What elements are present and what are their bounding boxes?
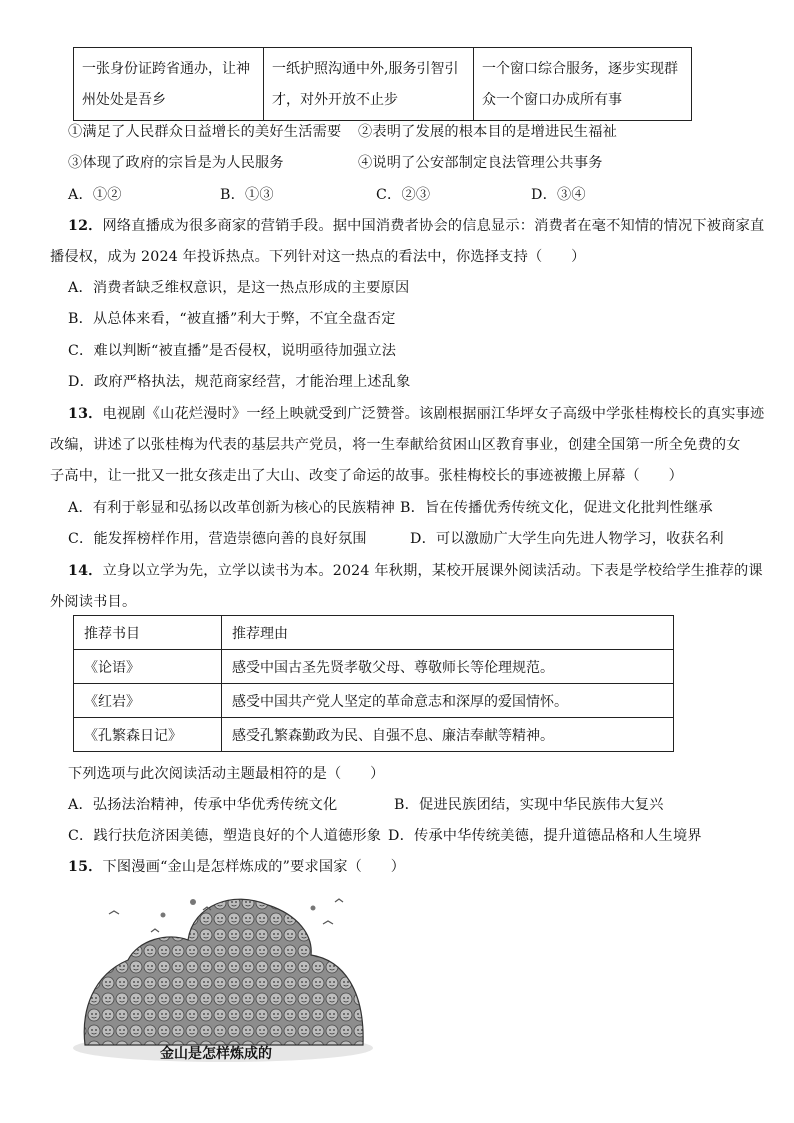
q14-stem-line3: 下列选项与此次阅读活动主题最相符的是（ ） bbox=[68, 766, 385, 782]
q11-option-c[interactable]: C．②③ bbox=[376, 187, 431, 203]
q13-number: 13． bbox=[68, 406, 103, 422]
q13-option-c[interactable]: C．能发挥榜样作用，营造崇德向善的良好氛围 bbox=[68, 531, 367, 547]
table-header-cell: 推荐理由 bbox=[222, 616, 674, 650]
table-header-row bbox=[74, 616, 674, 650]
q11-option-d[interactable]: D．③④ bbox=[531, 187, 586, 203]
table-cell-book: 《孔繁森日记》 bbox=[74, 718, 222, 752]
cartoon-caption: 金山是怎样炼成的 bbox=[160, 1046, 272, 1062]
q14-stem-line2: 外阅读书目。 bbox=[50, 594, 137, 610]
q11-statement-1: ①满足了人民群众日益增长的美好生活需要 bbox=[68, 124, 342, 140]
q14-option-c[interactable]: C．践行扶危济困美德，塑造良好的个人道德形象 bbox=[68, 828, 382, 844]
q13-stem-line1: 13．电视剧《山花烂漫时》一经上映就受到广泛赞誉。该剧根据丽江华坪女子高级中学张桂梅校长的真实事迹 bbox=[68, 406, 765, 422]
q12-number: 12． bbox=[68, 218, 103, 234]
table-cell-reason: 感受中国共产党人坚定的革命意志和深厚的爱国情怀。 bbox=[222, 684, 674, 718]
q14-option-b[interactable]: B．促进民族团结，实现中华民族伟大复兴 bbox=[394, 797, 664, 813]
q13-option-a[interactable]: A．有利于彰显和弘扬以改革创新为核心的民族精神 bbox=[68, 500, 395, 516]
q14-stem-line1: 14．立身以立学为先，立学以读书为本。2024 年秋期，某校开展课外阅读活动。下表是学校给学生推荐的课 bbox=[68, 563, 763, 579]
material-cell-1: 一张身份证跨省通办，让神 州处处是吾乡 bbox=[74, 48, 264, 121]
q13-stem-line3: 子高中，让一批又一批女孩走出了大山、改变了命运的故事。张桂梅校长的事迹被搬上屏幕（ ） bbox=[50, 468, 684, 484]
q11-material-table bbox=[73, 47, 692, 121]
table-cell-book: 《红岩》 bbox=[74, 684, 222, 718]
table-row bbox=[74, 650, 674, 684]
q13-stem-line2: 改编，讲述了以张桂梅为代表的基层共产党员，将一生奉献给贫困山区教育事业，创建全国第一所全免费的女 bbox=[50, 437, 741, 453]
q11-option-a[interactable]: A．①② bbox=[68, 187, 122, 203]
q12-stem-line1: 12．网络直播成为很多商家的营销手段。据中国消费者协会的信息显示：消费者在毫不知情的情况下被商家直 bbox=[68, 218, 765, 234]
table-row bbox=[74, 684, 674, 718]
q13-option-d[interactable]: D．可以激励广大学生向先进人物学习，收获名利 bbox=[410, 531, 724, 547]
q11-option-b[interactable]: B．①③ bbox=[220, 187, 274, 203]
material-cell-2: 一纸护照沟通中外,服务引智引 才，对外开放不止步 bbox=[264, 48, 474, 121]
q15-number: 15． bbox=[68, 859, 103, 875]
table-cell-reason: 感受中国古圣先贤孝敬父母、尊敬师长等伦理规范。 bbox=[222, 650, 674, 684]
q13-option-b[interactable]: B．旨在传播优秀传统文化，促进文化批判性继承 bbox=[400, 500, 713, 516]
q14-option-d[interactable]: D．传承中华传统美德，提升道德品格和人生境界 bbox=[388, 828, 702, 844]
q14-option-a[interactable]: A．弘扬法治精神，传承中华优秀传统文化 bbox=[68, 797, 338, 813]
table-header-cell: 推荐书目 bbox=[74, 616, 222, 650]
q15-stem: 15．下图漫画“金山是怎样炼成的”要求国家（ ） bbox=[68, 859, 406, 875]
q11-statement-4: ④说明了公安部制定良法管理公共事务 bbox=[358, 155, 603, 171]
q12-option-b[interactable]: B．从总体来看，“被直播”利大于弊，不宜全盘否定 bbox=[68, 311, 396, 327]
material-cell-3: 一个窗口综合服务，逐步实现群 众一个窗口办成所有事 bbox=[474, 48, 692, 121]
q12-stem-line2: 播侵权，成为 2024 年投诉热点。下列针对这一热点的看法中，你选择支持（ ） bbox=[50, 249, 586, 265]
q11-statement-2: ②表明了发展的根本目的是增进民生福祉 bbox=[358, 124, 617, 140]
table-row bbox=[74, 718, 674, 752]
q12-option-d[interactable]: D．政府严格执法，规范商家经营，才能治理上述乱象 bbox=[68, 374, 411, 390]
q14-reading-table bbox=[73, 615, 674, 752]
q14-number: 14． bbox=[68, 563, 103, 579]
q12-option-c[interactable]: C．难以判断“被直播”是否侵权，说明亟待加强立法 bbox=[68, 343, 397, 359]
q12-option-a[interactable]: A．消费者缺乏维权意识，是这一热点形成的主要原因 bbox=[68, 280, 410, 296]
gold-mountain-cartoon-image bbox=[73, 880, 373, 1070]
table-cell-book: 《论语》 bbox=[74, 650, 222, 684]
q11-statement-3: ③体现了政府的宗旨是为人民服务 bbox=[68, 155, 284, 171]
table-cell-reason: 感受孔繁森勤政为民、自强不息、廉洁奉献等精神。 bbox=[222, 718, 674, 752]
